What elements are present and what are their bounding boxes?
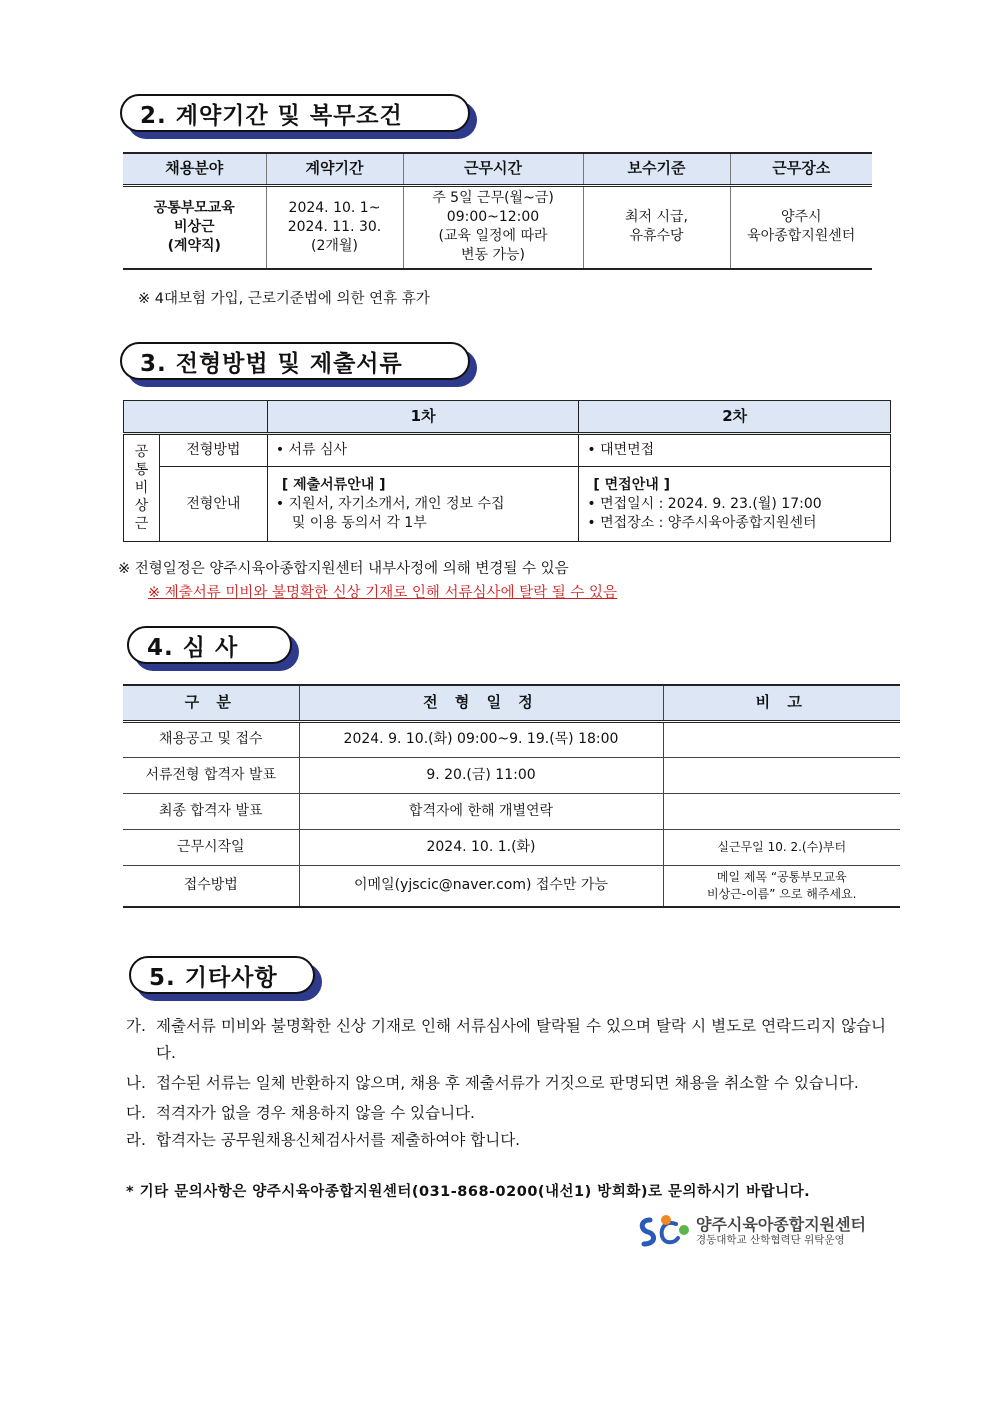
- section-4-heading: [127, 626, 292, 664]
- item-text: 접수된 서류는 일체 반환하지 않으며, 채용 후 제출서류가 거짓으로 판명되면 채용을 취소할 수 있습니다.: [156, 1074, 859, 1092]
- header-empty: [124, 401, 268, 434]
- logo-name: 양주시육아종합지원센터: [696, 1215, 867, 1234]
- header-category: 구 분: [123, 685, 299, 721]
- header-remarks: 비 고: [663, 685, 900, 721]
- method-round-2: • 대면면접: [579, 434, 891, 467]
- selection-note-1: ※ 전형일정은 양주시육아종합지원센터 내부사정에 의해 변경될 수 있음: [118, 561, 569, 577]
- guide-2-line: • 면접장소 : 양주시육아종합지원센터: [587, 514, 817, 531]
- guide-label: 전형안내: [159, 467, 267, 542]
- field-line: 비상근: [173, 218, 215, 235]
- item-mark: 가.: [126, 1017, 146, 1035]
- header-field: 채용분야: [123, 153, 266, 185]
- item-text: 적격자가 없을 경우 채용하지 않을 수 있습니다.: [156, 1104, 475, 1122]
- section-4-title: 4. 심 사: [127, 626, 292, 664]
- header-round-2: 2차: [579, 401, 891, 434]
- header-place: 근무장소: [730, 153, 872, 185]
- contract-table: [123, 152, 872, 270]
- row-remarks: 실근무일 10. 2.(수)부터: [663, 829, 900, 865]
- selection-table: [123, 400, 891, 542]
- contract-note: ※ 4대보험 가입, 근로기준법에 의한 연휴 휴가: [138, 291, 430, 307]
- logo-subtitle: 경동대학교 산학협력단 위탁운영: [696, 1234, 845, 1246]
- guide-round-2: [579, 467, 891, 542]
- place-line: 육아종합지원센터: [747, 228, 856, 245]
- others-list: [126, 1013, 886, 1154]
- section-5-heading: [129, 956, 315, 994]
- list-item: [126, 1127, 886, 1154]
- period-line: (2개월): [311, 237, 358, 254]
- row-category: 서류전형 합격자 발표: [123, 757, 299, 793]
- row-remarks: [663, 793, 900, 829]
- side-char: 상: [134, 498, 149, 514]
- section-3-title: 3. 전형방법 및 제출서류: [120, 342, 470, 380]
- center-logo: [636, 1212, 876, 1252]
- guide-2-title: [ 면접안내 ]: [593, 476, 671, 493]
- item-text: 합격자는 공무원채용신체검사서를 제출하여야 합니다.: [156, 1131, 521, 1149]
- row-schedule: 2024. 9. 10.(화) 09:00~9. 19.(목) 18:00: [299, 721, 663, 757]
- hours-line: 변동 가능): [460, 247, 525, 264]
- item-text: 제출서류 미비와 불명확한 신상 기재로 인해 서류심사에 탈락될 수 있으며 탈락 시 별도로 연락드리지 않습니다.: [156, 1017, 886, 1062]
- side-char: 근: [134, 516, 149, 532]
- header-period: 계약기간: [266, 153, 403, 185]
- logo-mark-icon: [636, 1212, 692, 1252]
- row-schedule: 이메일(yjscic@naver.com) 접수만 가능: [299, 865, 663, 907]
- period-line: 2024. 10. 1~: [288, 199, 381, 216]
- cell-period: [266, 185, 403, 269]
- field-line: 공통부모교육: [153, 199, 235, 216]
- list-item: [126, 1100, 886, 1127]
- selection-note-2: ※ 제출서류 미비와 불명확한 신상 기재로 인해 서류심사에 탈락 될 수 있음: [148, 585, 618, 601]
- cell-place: [730, 185, 872, 269]
- item-mark: 다.: [126, 1104, 146, 1122]
- remarks-line: 메일 제목 “공통부모교육: [716, 869, 847, 884]
- row-category: 채용공고 및 접수: [123, 721, 299, 757]
- field-line: (계약직): [167, 237, 221, 254]
- pay-line: 유휴수당: [629, 228, 684, 245]
- hours-line: 주 5일 근무(월~금): [432, 190, 554, 207]
- guide-1-line: 및 이용 동의서 각 1부: [291, 514, 427, 531]
- pay-line: 최저 시급,: [625, 209, 688, 226]
- row-schedule: 합격자에 한해 개별연락: [299, 793, 663, 829]
- guide-1-line: • 지원서, 자기소개서, 개인 정보 수집: [275, 495, 505, 512]
- section-5-title: 5. 기타사항: [129, 956, 315, 994]
- side-char: 통: [134, 462, 149, 478]
- remarks-line: 비상근-이름” 으로 해주세요.: [706, 886, 857, 901]
- item-mark: 라.: [126, 1131, 146, 1149]
- section-2-heading: [120, 94, 470, 132]
- cell-pay: [583, 185, 730, 269]
- place-line: 양주시: [780, 209, 822, 226]
- period-line: 2024. 11. 30.: [287, 218, 382, 235]
- side-char: 비: [134, 480, 149, 496]
- row-remarks: [663, 757, 900, 793]
- header-hours: 근무시간: [403, 153, 583, 185]
- row-category: 접수방법: [123, 865, 299, 907]
- section-2-title: 2. 계약기간 및 복무조건: [120, 94, 470, 132]
- row-category: 근무시작일: [123, 829, 299, 865]
- cell-field: [123, 185, 266, 269]
- list-item: [126, 1013, 886, 1067]
- side-char: 공: [134, 444, 149, 460]
- method-label: 전형방법: [159, 434, 267, 467]
- hours-line: 09:00~12:00: [446, 209, 540, 226]
- guide-1-title: [ 제출서류안내 ]: [281, 476, 386, 493]
- section-3-heading: [120, 342, 470, 380]
- list-item: [126, 1070, 886, 1097]
- review-table: [123, 684, 900, 908]
- guide-2-line: • 면접일시 : 2024. 9. 23.(월) 17:00: [587, 495, 822, 512]
- row-remarks: [663, 721, 900, 757]
- hours-line: (교육 일정에 따라: [438, 228, 548, 245]
- header-schedule: 전 형 일 정: [299, 685, 663, 721]
- contact-note: * 기타 문의사항은 양주시육아종합지원센터(031-868-0200(내선1) 방희화)로 문의하시기 바랍니다.: [126, 1184, 811, 1200]
- row-remarks: [663, 865, 900, 907]
- header-round-1: 1차: [267, 401, 579, 434]
- row-schedule: 2024. 10. 1.(화): [299, 829, 663, 865]
- row-category: 최종 합격자 발표: [123, 793, 299, 829]
- cell-hours: [403, 185, 583, 269]
- guide-round-1: [267, 467, 579, 542]
- method-round-1: • 서류 심사: [267, 434, 579, 467]
- row-schedule: 9. 20.(금) 11:00: [299, 757, 663, 793]
- item-mark: 나.: [126, 1074, 146, 1092]
- side-label: [124, 434, 160, 542]
- header-pay: 보수기준: [583, 153, 730, 185]
